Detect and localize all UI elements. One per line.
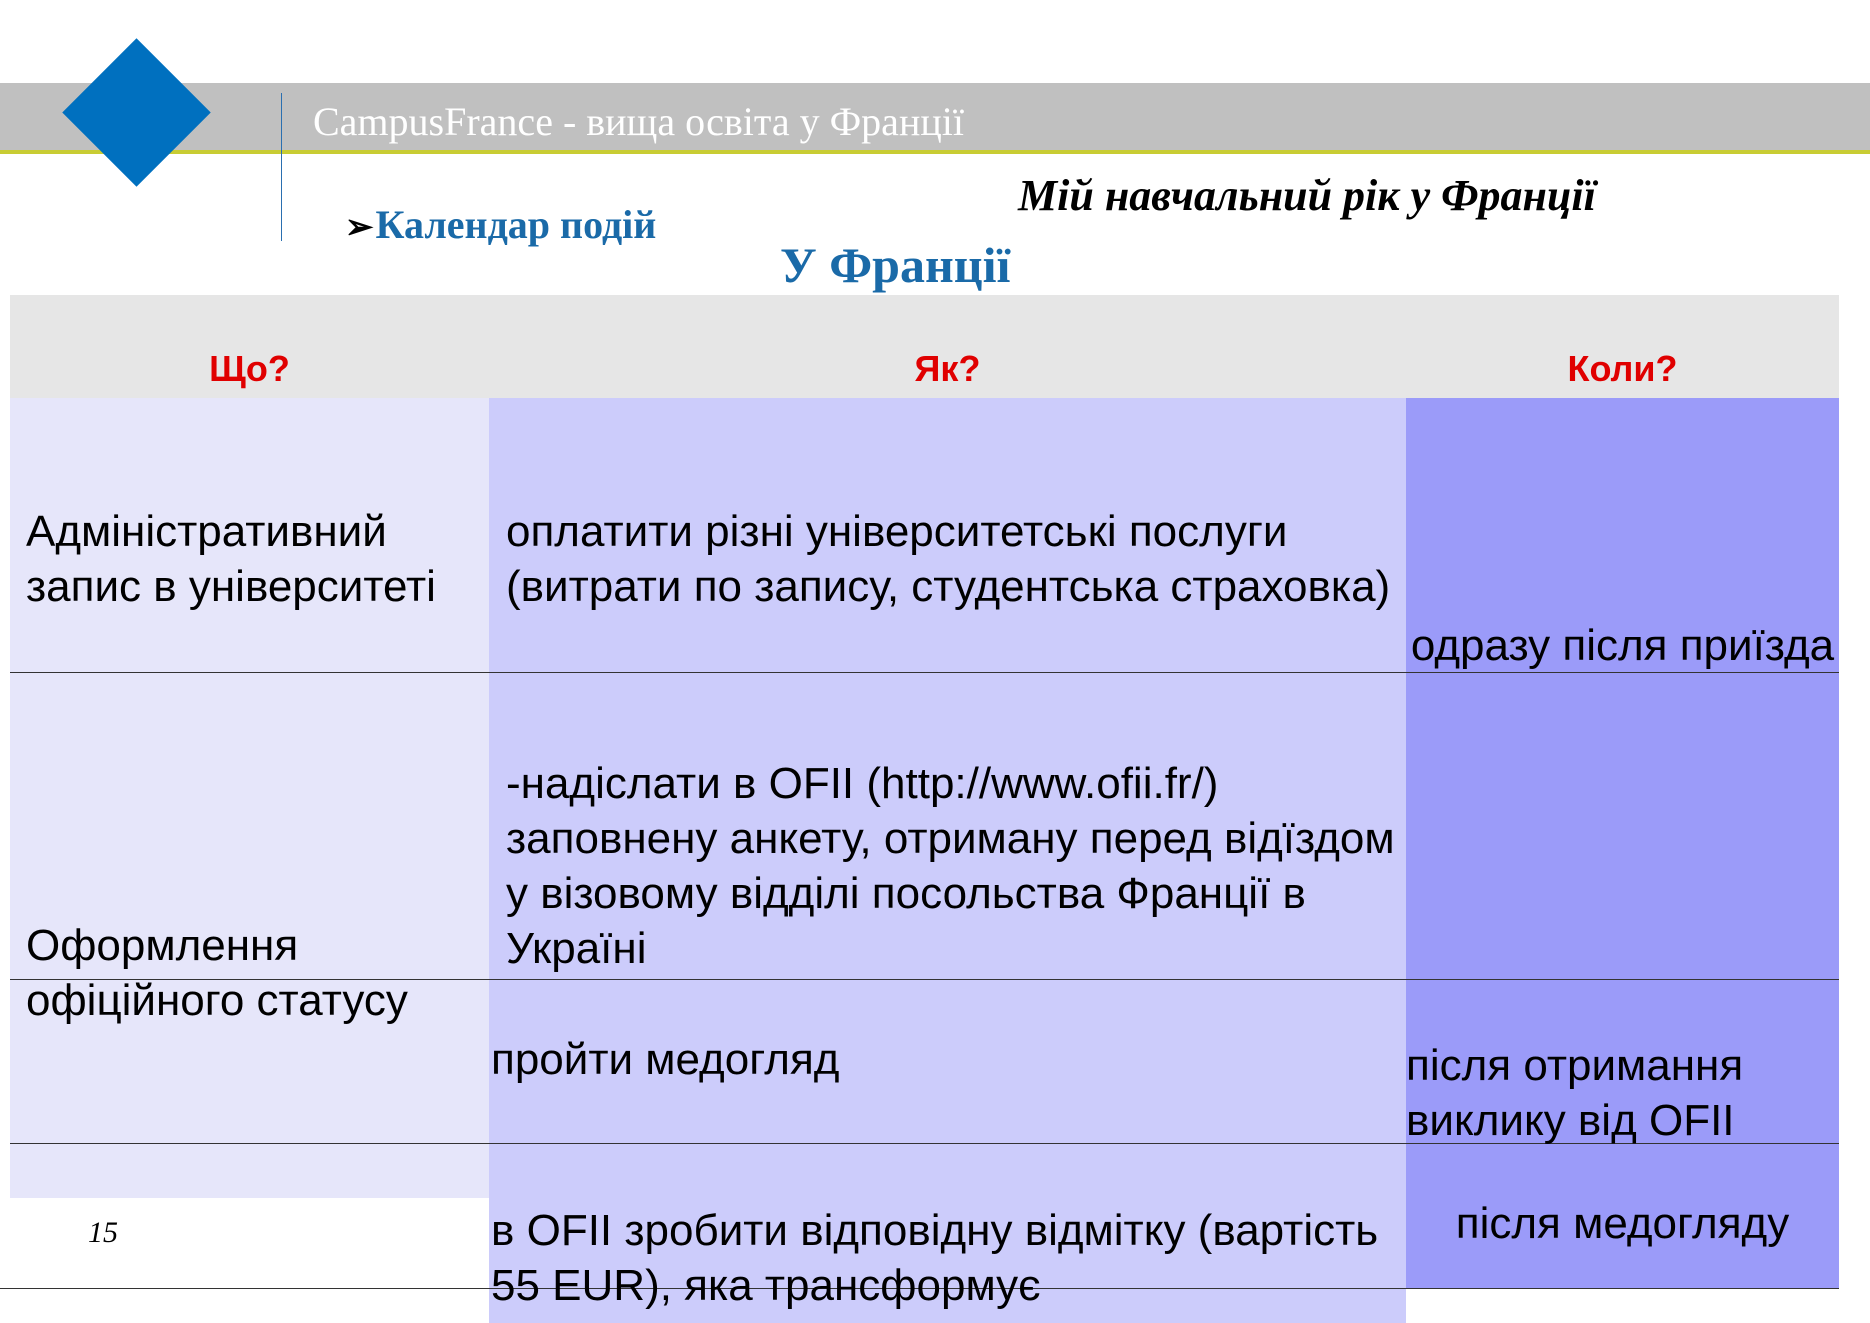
bullet-arrow-icon: ➢ — [345, 209, 374, 246]
cell-medical-how: пройти медогляд — [491, 1035, 840, 1084]
calendar-heading — [345, 201, 656, 248]
cell-arrival-when: одразу після приїзда — [1410, 621, 1835, 670]
column-header-when: Коли? — [1567, 348, 1678, 389]
cell-enrollment-what: Адміністративний запис в університеті — [26, 507, 436, 611]
section-title: У Франції — [780, 237, 1011, 293]
column-when-background — [1406, 398, 1839, 1288]
header-divider — [281, 93, 282, 241]
logo-diamond-icon — [62, 38, 210, 186]
cell-enrollment-how: оплатити різні університетські послуги (витрати по запису, студентська страховка) — [506, 507, 1391, 611]
cell-stamp-when: після медогляду — [1455, 1199, 1790, 1248]
cell-stamp-how: в OFII зробити відповідну відмітку (вартість 55 EUR), яка трансформує — [491, 1206, 1379, 1310]
cell-status-what: Оформлення офіційного статусу — [26, 921, 408, 1025]
page-number: 15 — [88, 1216, 118, 1249]
brand-title: CampusFrance - вища освіта у Франції — [313, 99, 964, 144]
cell-medical-when: після отримання виклику від OFII — [1406, 1041, 1744, 1145]
cell-ofii-how: -надіслати в OFII (http://www.ofii.fr/) заповнену анкету, отриману перед відїздом у візовому відділі посольства Франції в Україні — [506, 759, 1395, 973]
calendar-label: Календар подій — [375, 202, 657, 247]
column-header-what: Що? — [209, 348, 290, 389]
slide-subtitle: Мій навчальний рік у Франції — [1018, 171, 1596, 220]
column-header-how: Як? — [914, 348, 981, 389]
